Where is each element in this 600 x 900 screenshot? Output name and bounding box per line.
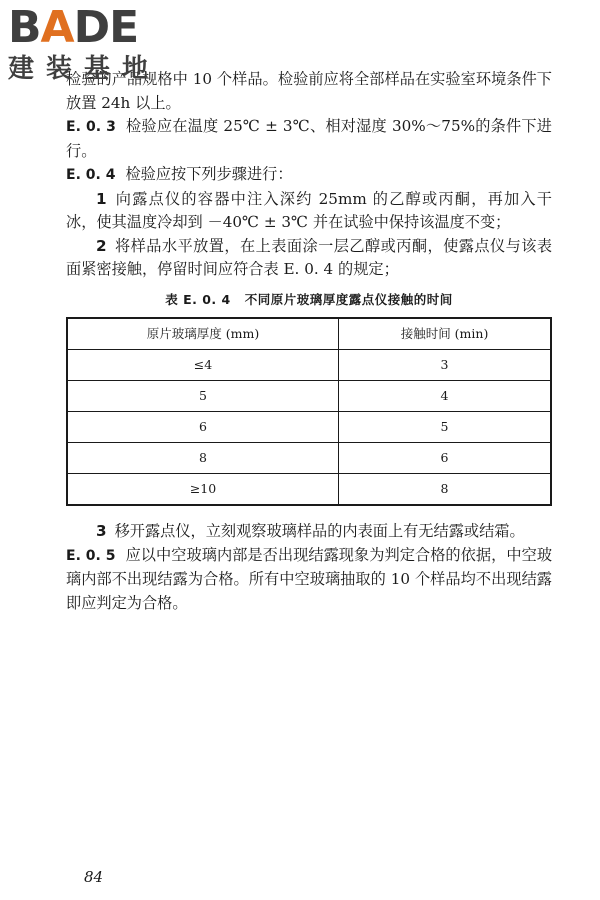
table-header-cell: 原片玻璃厚度 (mm) — [67, 318, 339, 350]
table-header-row — [67, 318, 551, 350]
table-row — [67, 443, 551, 474]
table-row — [67, 350, 551, 381]
table-cell: ≤4 — [67, 350, 339, 381]
table-cell: 8 — [67, 443, 339, 474]
table-cell: ≥10 — [67, 474, 339, 506]
clause-number: E. 0. 5 — [66, 547, 116, 564]
table-cell: 6 — [339, 443, 551, 474]
table-cell: 4 — [339, 381, 551, 412]
table-cell: 6 — [67, 412, 339, 443]
step-text: 移开露点仪，立刻观察玻璃样品的内表面上有无结露或结霜。 — [114, 522, 525, 540]
step-number: 1 — [96, 189, 107, 208]
document-body — [66, 68, 552, 615]
table-caption-title: 不同原片玻璃厚度露点仪接触的时间 — [244, 291, 453, 307]
clause-number: E. 0. 3 — [66, 119, 116, 135]
clause-e04 — [66, 163, 552, 188]
contact-time-table — [66, 317, 552, 506]
logo-letters-de: DE — [73, 2, 139, 53]
step-text: 向露点仪的容器中注入深约 25mm 的乙醇或丙酮，再加入干冰，使其温度冷却到 －40℃ ± 3℃ 并在试验中保持该温度不变； — [66, 189, 552, 231]
table-caption-number: 表 E. 0. 4 — [165, 291, 231, 307]
clause-e05 — [66, 544, 552, 616]
clause-text: 检验应按下列步骤进行： — [125, 165, 293, 183]
clause-text: 检验应在温度 25℃ ± 3℃、相对湿度 30%～75%的条件下进行。 — [66, 117, 552, 160]
table-row — [67, 381, 551, 412]
step-item — [66, 188, 552, 235]
step-item — [66, 520, 552, 544]
table-cell: 5 — [339, 412, 551, 443]
step-number: 3 — [96, 522, 107, 540]
logo-letter-a: A — [40, 2, 74, 53]
logo-subtitle: 建装基地 — [8, 54, 161, 84]
step-text: 将样品水平放置，在上表面涂一层乙醇或丙酮，使露点仪与该表面紧密接触，停留时间应符合表 E. 0. 4 的规定； — [66, 236, 552, 278]
table-cell: 3 — [339, 350, 551, 381]
table-header-cell: 接触时间 (min) — [339, 318, 551, 350]
logo-wordmark — [8, 2, 178, 53]
logo-letter-b: B — [8, 2, 41, 53]
clause-text: 应以中空玻璃内部是否出现结露现象为判定合格的依据，中空玻璃内部不出现结露为合格。所有中空玻璃抽取的 10 个样品均不出现结露即应判定为合格。 — [66, 545, 553, 612]
table-cell: 5 — [67, 381, 339, 412]
site-logo — [8, 2, 178, 98]
table-caption — [66, 288, 552, 312]
page-number: 84 — [84, 868, 104, 886]
table-row — [67, 474, 551, 506]
clause-e03 — [66, 115, 552, 163]
table-cell: 8 — [339, 474, 551, 506]
step-number: 2 — [96, 236, 107, 255]
table-row — [67, 412, 551, 443]
step-item — [66, 235, 552, 282]
clause-number: E. 0. 4 — [66, 167, 116, 183]
continuation-paragraph: 检验的产品规格中 10 个样品。检验前应将全部样品在实验室环境条件下放置 24h 以上。 — [66, 70, 552, 112]
